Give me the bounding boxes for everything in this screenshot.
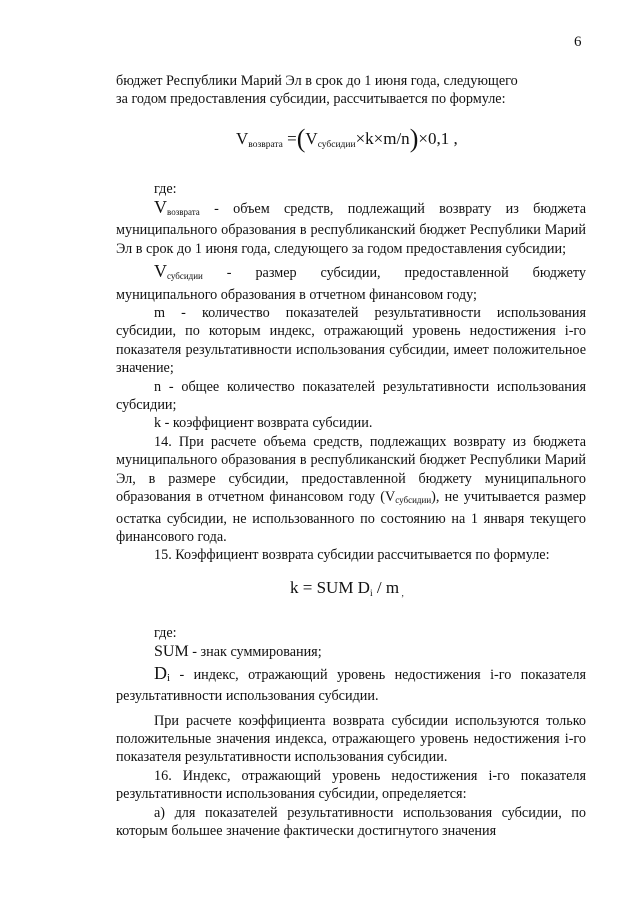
where-label-1-block xyxy=(116,180,586,198)
paragraph-15: 15. Коэффициент возврата субсидии рассчитывается по формуле: xyxy=(154,547,550,564)
formula1-v2: V xyxy=(305,129,318,148)
formula-return-volume xyxy=(236,124,458,154)
def-v-subsidii-symbol-sub: субсидии xyxy=(167,271,203,282)
where-label-1: где: xyxy=(154,181,177,197)
definitions-block-2 xyxy=(116,624,586,840)
def-m: m - количество показателей результативности использования субсидии, по которым индекс, отражающий уровень недостижения i-го показателя результативности использования субсидии, имеет положительное значение; xyxy=(116,305,586,377)
formula1-close-paren: ) xyxy=(409,124,419,153)
def-k: k - коэффициент возврата субсидии. xyxy=(154,415,373,432)
def-v-vozvrata-symbol-sub: возврата xyxy=(167,207,200,217)
def-v-vozvrata-symbol: V xyxy=(154,197,167,217)
definitions-block-1 xyxy=(116,198,586,565)
def-v-subsidii xyxy=(116,262,586,304)
def-v-subsidii-text: - размер субсидии, предоставленной бюджету муниципального образования в отчетном финансовом году; xyxy=(116,265,586,303)
formula2-tail: , xyxy=(399,589,404,599)
formula1-open-paren: ( xyxy=(296,124,306,153)
formula2-left: k = SUM D xyxy=(290,578,370,597)
formula1-eq: = xyxy=(287,129,297,148)
p14-text-before: 14. При расчете объема средств, подлежащих возврату из бюджета муниципального образования в республиканский бюджет Республики Марий Эл, в размере субсидии, предоставленной бюджету муниципального образования в отчетном финансовом году (V xyxy=(116,433,586,506)
formula-coefficient xyxy=(290,578,404,599)
formula2-sub: i xyxy=(369,589,373,599)
def-di-symbol-sub: i xyxy=(167,671,171,684)
def-v-vozvrata-text: - объем средств, подлежащий возврату из бюджета муниципального образования в республиканский бюджет Республики Марий Эл в срок до 1 июня года, следующего за годом предоставления субсидии; xyxy=(116,201,586,257)
def-v-vozvrata xyxy=(116,198,586,258)
p14-sub: субсидии xyxy=(395,495,432,506)
where-label-2: где: xyxy=(154,625,177,641)
paragraph-16: 16. Индекс, отражающий уровень недостижения i-го показателя результативности использования субсидии, определяется: xyxy=(116,767,586,803)
formula1-v-sub: возврата xyxy=(248,140,283,150)
def-v-subsidii-symbol: V xyxy=(154,261,167,282)
def-n: n - общее количество показателей результативности использования субсидии; xyxy=(116,378,586,414)
def-di-symbol: D xyxy=(154,662,167,683)
paragraph-16a: а) для показателей результативности использования субсидии, по которым большее значение фактически достигнутого значения xyxy=(116,804,586,840)
paragraph-calc: При расчете коэффициента возврата субсидии используются только положительные значения индекса, отражающего уровень недостижения i-го показателя результативности использования субсидии. xyxy=(116,712,586,766)
formula1-v2-sub: субсидии xyxy=(317,140,356,150)
p14-text-after: ), не учитывается размер остатка субсидии, не использованного по состоянию на 1 января текущего финансового года. xyxy=(116,489,586,545)
intro-line-1: бюджет Республики Марий Эл в срок до 1 июня года, следующего xyxy=(116,73,518,89)
def-di xyxy=(116,664,586,706)
formula1-mid: ×k×m/n xyxy=(355,129,410,148)
def-sum-text: - знак суммирования; xyxy=(188,644,322,661)
def-di-text: - индекс, отражающий уровень недостижения i-го показателя результативности использования субсидии. xyxy=(116,666,586,705)
formula2-right: / m xyxy=(372,578,400,597)
def-sum xyxy=(116,643,586,661)
formula1-tail: ×0,1 , xyxy=(418,129,458,148)
page-number: 6 xyxy=(574,34,582,50)
intro-paragraph xyxy=(116,72,586,109)
paragraph-14 xyxy=(116,433,586,546)
formula1-v: V xyxy=(236,129,249,148)
intro-line-2: за годом предоставления субсидии, рассчитывается по формуле: xyxy=(116,91,506,108)
def-sum-symbol: SUM xyxy=(154,643,189,661)
